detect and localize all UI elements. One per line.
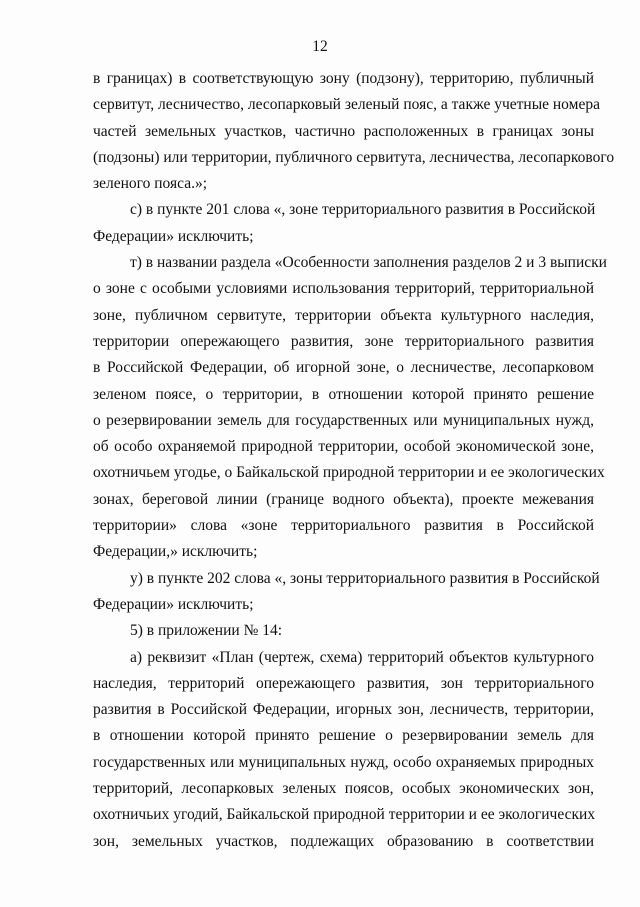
- text-line: зеленого пояса.»;: [93, 175, 208, 193]
- text-line: охотничьих угодий, Байкальской природной территории и ее экологических: [93, 806, 596, 824]
- text-line: зонах, береговой линии (границе водного объекта), проекте межевания: [93, 490, 594, 508]
- body-text: [93, 66, 615, 855]
- paragraph-first-line: с) в пункте 201 слова «, зоне территориального развития в Российской: [130, 201, 596, 219]
- text-line: зеленом поясе, о территории, в отношении которой принято решение: [93, 385, 594, 403]
- text-line: в границах) в соответствующую зону (подзону), территорию, публичный: [93, 70, 594, 87]
- text-line: Федерации» исключить;: [93, 595, 254, 613]
- text-line: сервитут, лесничество, лесопарковый зеленый пояс, а также учетные номера: [93, 96, 600, 114]
- text-line: зон, земельных участков, подлежащих образованию в соответствии: [93, 832, 594, 850]
- text-line: территории» слова «зоне территориального развития в Российской: [93, 517, 594, 535]
- page-number: 12: [312, 38, 328, 55]
- text-line: об особо охраняемой природной территории, особой экономической зоне,: [93, 438, 594, 456]
- text-line: (подзоны) или территории, публичного сервитута, лесничества, лесопаркового: [93, 148, 615, 166]
- text-line: территории опережающего развития, зоне территориального развития: [93, 332, 594, 350]
- paragraph-first-line: т) в названии раздела «Особенности заполнения разделов 2 и 3 выписки: [130, 254, 607, 272]
- text-line: наследия, территорий опережающего развития, зон территориального: [93, 674, 594, 692]
- text-line: частей земельных участков, частично расположенных в границах зоны: [93, 122, 594, 140]
- text-line: о зоне с особыми условиями использования территорий, территориальной: [93, 280, 594, 298]
- text-line: государственных или муниципальных нужд, особо охраняемых природных: [93, 753, 594, 771]
- text-line: в отношении которой принято решение о резервировании земель для: [93, 727, 594, 745]
- text-line: о резервировании земель для государственных или муниципальных нужд,: [93, 411, 594, 429]
- text-line: территорий, лесопарковых зеленых поясов, особых экономических зон,: [93, 780, 594, 798]
- text-line: в Российской Федерации, об игорной зоне, о лесничестве, лесопарковом: [93, 359, 594, 377]
- paragraph-first-line: у) в пункте 202 слова «, зоны территориального развития в Российской: [130, 569, 600, 587]
- paragraph-first-line: а) реквизит «План (чертеж, схема) территорий объектов культурного: [130, 648, 594, 666]
- text-line: охотничьем угодье, о Байкальской природной территории и ее экологических: [93, 464, 605, 482]
- text-line: Федерации,» исключить;: [93, 543, 258, 561]
- text-line: зоне, публичном сервитуте, территории объекта культурного наследия,: [93, 306, 594, 324]
- paragraph-first-line: 5) в приложении № 14:: [130, 622, 283, 640]
- text-line: развития в Российской Федерации, игорных зон, лесничеств, территории,: [93, 701, 594, 719]
- text-line: Федерации» исключить;: [93, 227, 254, 245]
